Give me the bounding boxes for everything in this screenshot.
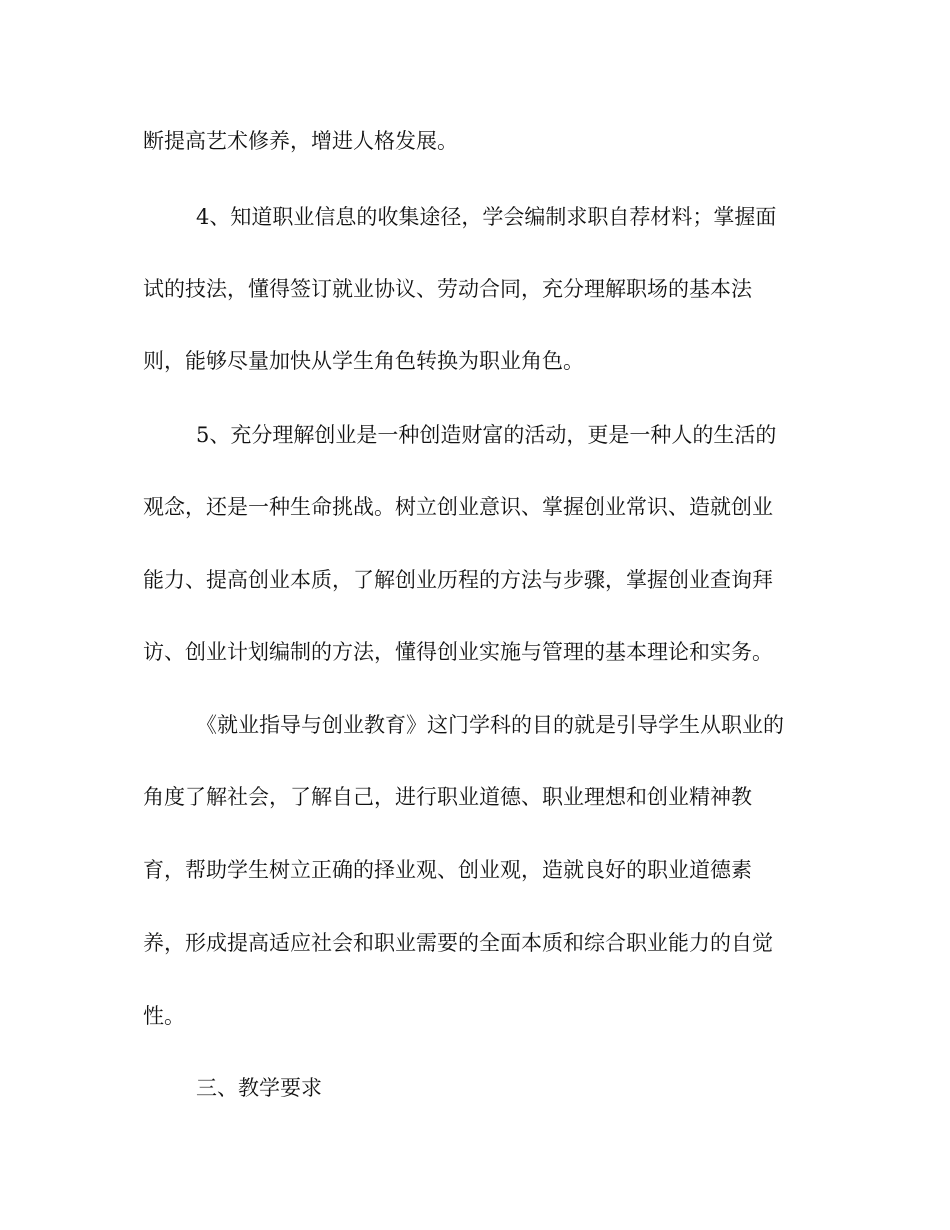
section-heading: 三、教学要求 bbox=[196, 1076, 322, 1100]
paragraph-line: 5、充分理解创业是一种创造财富的活动，更是一种人的生活的 bbox=[196, 423, 777, 447]
paragraph-line: 养，形成提高适应社会和职业需要的全面本质和综合职业能力的自觉 bbox=[143, 931, 773, 955]
paragraph-line: 则，能够尽量加快从学生角色转换为职业角色。 bbox=[143, 349, 584, 373]
paragraph-line: 观念，还是一种生命挑战。树立创业意识、掌握创业常识、造就创业 bbox=[143, 495, 773, 519]
paragraph-line: 4、知道职业信息的收集途径，学会编制求职自荐材料；掌握面 bbox=[196, 205, 777, 229]
paragraph-line: 《就业指导与创业教育》这门学科的目的就是引导学生从职业的 bbox=[196, 713, 784, 737]
paragraph-line: 访、创业计划编制的方法，懂得创业实施与管理的基本理论和实务。 bbox=[143, 640, 773, 664]
paragraph-line: 性。 bbox=[143, 1004, 185, 1028]
paragraph-line: 能力、提高创业本质，了解创业历程的方法与步骤，掌握创业查询拜 bbox=[143, 568, 773, 592]
paragraph-line: 角度了解社会，了解自己，进行职业道德、职业理想和创业精神教 bbox=[143, 785, 752, 809]
paragraph-line: 育，帮助学生树立正确的择业观、创业观，造就良好的职业道德素 bbox=[143, 858, 752, 882]
paragraph-line: 断提高艺术修养，增进人格发展。 bbox=[143, 129, 458, 153]
paragraph-line: 试的技法，懂得签订就业协议、劳动合同，充分理解职场的基本法 bbox=[143, 277, 752, 301]
